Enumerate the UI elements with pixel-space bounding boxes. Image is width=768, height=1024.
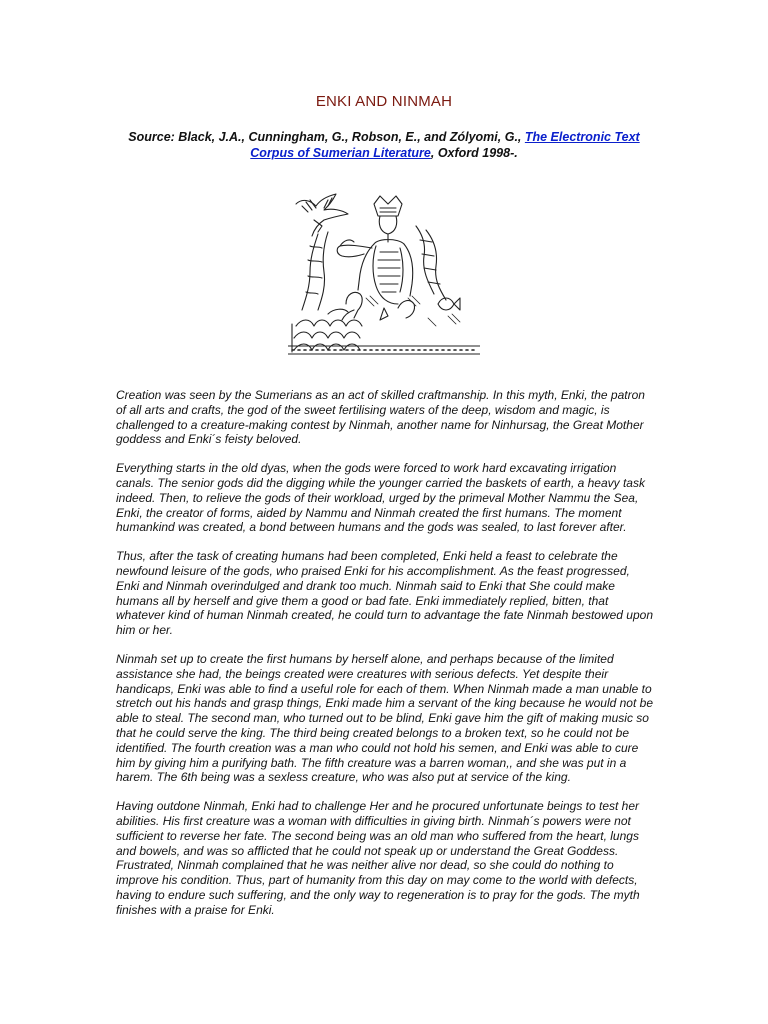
paragraph-1: Creation was seen by the Sumerians as an act of skilled craftmanship. In this myth, Enki, the patron of all arts and crafts, the god of the sweet fertilising waters of the deep, wisdom and magic, is challenged to a creature-making contest by Ninmah, another name for Ninhursag, the Great Mother goddess and Enki´s feisty beloved. xyxy=(116,388,645,447)
source-suffix: , Oxford 1998-. xyxy=(430,146,518,160)
page-title: ENKI AND NINMAH xyxy=(315,93,453,110)
source-prefix: Source: Black, J.A., Cunningham, G., Robson, E., and Zólyomi, G., xyxy=(128,130,525,144)
paragraph-5: Having outdone Ninmah, Enki had to challenge Her and he procured unfortunate beings to test her abilities. His first creature was a woman with difficulties in giving birth. Ninmah´s powers were not sufficient to reverse her fate. The second being was an old man who suffered from the heart, lungs and bowels, and was so afflicted that he could not speak up or understand the Great Goddess. Frustrated, Ninmah complained that he was neither alive nor dead, so she could do nothing to improve his condition. Thus, part of humanity from this day on may come to the world with defects, having to endure such suffering, and the only way to regeneration is to pray for the gods. The myth finishes with a praise for Enki. xyxy=(116,799,640,917)
article-body xyxy=(116,388,656,932)
etcsl-link[interactable]: The Electronic Text Corpus of Sumerian Literature xyxy=(250,130,640,160)
paragraph-2: Everything starts in the old dyas, when the gods were forced to work hard excavating irrigation canals. The senior gods did the digging while the younger carried the baskets of earth, a heavy task indeed. Then, to relieve the gods of their workload, urged by the primeval Mother Nammu the Sea, Enki, the creator of forms, aided by Nammu and Ninmah created the first humans. The moment humankind was created, a bond between humans and the gods was sealed, to last forever after. xyxy=(116,461,645,535)
paragraph-3: Thus, after the task of creating humans had been completed, Enki held a feast to celebrate the newfound leisure of the gods, who praised Enki for his accomplishment. As the feast progressed, Enki and Ninmah overindulged and drank too much. Ninmah said to Enki that She could make humans all by herself and give them a good or bad fate. Enki immediately replied, bitten, that whatever kind of human Ninmah created, he could turn to advantage the fate Ninmah bestowed upon him or her. xyxy=(116,549,654,638)
paragraph-4: Ninmah set up to create the first humans by herself alone, and perhaps because of the limited assistance she had, the beings created were creatures with serious defects. Yet despite their handicaps, Enki was able to find a useful role for each of them. When Ninmah made a man unable to stretch out his hands and grasp things, Enki made him a servant of the king because he would not be able to steal. The second man, who turned out to be blind, Enki gave him the gift of making music so that he could serve the king. The third being created belongs to a broken text, so he could not be identified. The fourth creation was a man who could not hold his semen, and Enki was able to cure him by giving him a purifying bath. The fifth creature was a barren woman,, and she was put in a harem. The 6th being was a sexless creature, who was also put at service of the king. xyxy=(116,651,653,785)
sumerian-cylinder-seal-icon xyxy=(288,186,480,362)
source-citation xyxy=(110,129,658,161)
